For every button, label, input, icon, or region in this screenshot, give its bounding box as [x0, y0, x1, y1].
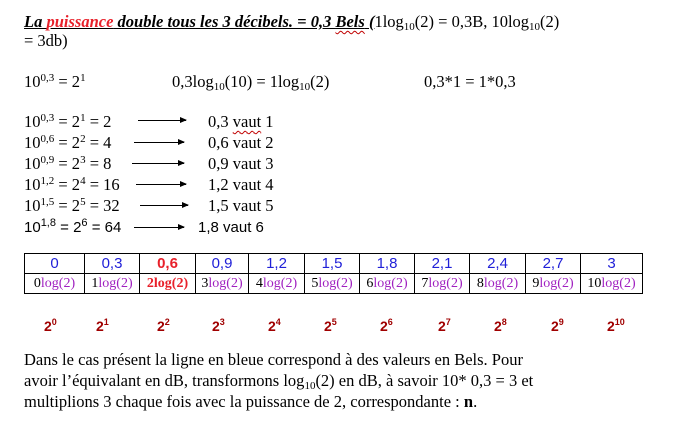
power-label	[96, 318, 109, 334]
equation-1	[24, 72, 86, 92]
power-label	[438, 318, 451, 334]
eq2-b: (10) = 1log	[224, 72, 300, 91]
row4-tail: = 16	[85, 175, 120, 194]
eq1-exp: 0,3	[40, 72, 55, 84]
power-label	[157, 318, 170, 334]
row2-mid: = 2	[54, 133, 81, 152]
arrow-icon	[132, 163, 184, 164]
bels-cell: 0,3	[85, 254, 140, 274]
row4-exp2: 4	[80, 175, 86, 187]
arrow-icon	[140, 205, 188, 206]
log-cell	[470, 274, 526, 294]
bels-cell: 1,8	[360, 254, 415, 274]
bels-cell-highlight: 0,6	[140, 254, 196, 274]
bels-cell: 1,5	[305, 254, 360, 274]
heading-sub-2: 10	[529, 21, 541, 33]
power-row-1-label	[208, 112, 274, 132]
row1-base: 10	[24, 112, 41, 131]
eq1-mid: = 2	[54, 72, 81, 91]
row3-mid: = 2	[54, 154, 81, 173]
log-l: log(2)	[428, 275, 463, 291]
log-cell-highlight	[140, 274, 196, 294]
log-n: 3	[201, 275, 209, 291]
heading-word-puissance: puissance	[46, 12, 114, 31]
row2-tail: = 4	[85, 133, 112, 152]
row5-tail: = 32	[85, 196, 120, 215]
para2-b: (2) en dB, à savoir 10* 0,3 = 3 et	[315, 371, 534, 390]
heading-text-7: (2) = 0,3B, 10log	[414, 12, 530, 31]
bels-cell: 2,1	[415, 254, 470, 274]
pow-base: 2	[494, 318, 502, 334]
eq2-sub2: 10	[299, 81, 311, 93]
row6-tail: = 64	[87, 219, 122, 236]
row1-exp2: 1	[80, 112, 86, 124]
row1-label-end: 1	[261, 112, 274, 131]
equation-3: 0,3*1 = 1*0,3	[424, 72, 516, 91]
log-cell	[305, 274, 360, 294]
heading-text-5: (	[364, 12, 375, 31]
bels-row	[25, 254, 643, 274]
pow-base: 2	[438, 318, 446, 334]
log-cell	[249, 274, 305, 294]
heading-sub-1: 10	[403, 21, 415, 33]
log-n: 9	[532, 275, 540, 291]
log-n: 1	[91, 275, 99, 291]
row3-base: 10	[24, 154, 41, 173]
power-label	[494, 318, 507, 334]
log-cell	[581, 274, 643, 294]
para3-a: multiplions 3 chaque fois avec la puissance de 2, correspondante :	[24, 392, 464, 411]
row6-exp: 1,8	[40, 217, 56, 229]
log-l: log(2)	[208, 275, 243, 291]
row2-base: 10	[24, 133, 41, 152]
power-row-3	[24, 154, 111, 174]
row3-tail: = 8	[85, 154, 112, 173]
log-l: log(2)	[98, 275, 133, 291]
arrow-icon	[134, 227, 184, 228]
power-row-3-label: 0,9 vaut 3	[208, 154, 274, 173]
pow-base: 2	[551, 318, 559, 334]
row5-base: 10	[24, 196, 41, 215]
heading-text-3: double tous les 3 décibels. = 0,3	[113, 12, 336, 31]
log-l: log(2)	[483, 275, 519, 291]
row5-exp: 1,5	[40, 196, 55, 208]
heading-text-1: La	[24, 12, 47, 31]
log-l: log(2)	[153, 275, 189, 291]
eq1-exp2: 1	[80, 72, 86, 84]
power-label	[551, 318, 564, 334]
power-row-4-label: 1,2 vaut 4	[208, 175, 274, 194]
eq1-base: 10	[24, 72, 41, 91]
para2-a: avoir l’équivalant en dB, transformons log	[24, 371, 305, 390]
arrow-icon	[136, 184, 186, 185]
power-row-5	[24, 196, 120, 216]
row1-mid: = 2	[54, 112, 81, 131]
log-n: 6	[366, 275, 374, 291]
power-label	[268, 318, 281, 334]
log-cell	[196, 274, 249, 294]
pow-exp: 0	[51, 317, 57, 327]
power-row-6-label: 1,8 vaut 6	[198, 219, 264, 236]
row5-exp2: 5	[80, 196, 86, 208]
eq2-a: 0,3log	[172, 72, 214, 91]
log-n: 5	[311, 275, 319, 291]
power-row-2-label: 0,6 vaut 2	[208, 133, 274, 152]
power-row-4	[24, 175, 120, 195]
row4-exp: 1,2	[40, 175, 55, 187]
pow-exp: 10	[614, 317, 625, 327]
pow-base: 2	[607, 318, 615, 334]
row1-label-num: 0,3	[208, 112, 229, 131]
heading-text-6: 1log	[374, 12, 404, 31]
equation-2	[172, 72, 329, 92]
bels-log-table	[24, 253, 643, 294]
log-n: 4	[255, 275, 263, 291]
power-row-1	[24, 112, 111, 132]
eq2-sub1: 10	[213, 81, 225, 93]
heading-line-1	[24, 12, 559, 32]
para3-n: n	[463, 392, 474, 411]
pow-exp: 7	[445, 317, 451, 327]
pow-exp: 9	[558, 317, 564, 327]
log-n: 7	[421, 275, 429, 291]
log-n: 10	[587, 275, 602, 291]
para3-c: .	[473, 392, 478, 411]
power-label	[380, 318, 393, 334]
bels-cell: 2,7	[526, 254, 581, 274]
power-label	[607, 318, 625, 334]
log-l: log(2)	[262, 275, 298, 291]
row4-mid: = 2	[54, 175, 81, 194]
pow-base: 2	[96, 318, 104, 334]
log-cell	[360, 274, 415, 294]
pow-base: 2	[157, 318, 165, 334]
bels-cell: 2,4	[470, 254, 526, 274]
bels-cell: 1,2	[249, 254, 305, 274]
power-row-5-label: 1,5 vaut 5	[208, 196, 274, 215]
bels-cell: 0,9	[196, 254, 249, 274]
pow-exp: 8	[501, 317, 507, 327]
log-cell	[25, 274, 85, 294]
log-l: log(2)	[373, 275, 408, 291]
log-n: 8	[476, 275, 484, 291]
bels-cell: 3	[581, 254, 643, 274]
log-n: 2	[146, 275, 154, 291]
log-n: 0	[33, 275, 41, 291]
pow-exp: 1	[103, 317, 109, 327]
log-cell	[526, 274, 581, 294]
power-row-6	[24, 218, 121, 238]
heading-line-2: = 3db)	[24, 31, 68, 50]
pow-exp: 4	[275, 317, 281, 327]
heading-text-8: (2)	[540, 12, 560, 31]
paragraph-line-1: Dans le cas présent la ligne en bleue correspond à des valeurs en Bels. Pour	[24, 350, 523, 369]
pow-base: 2	[268, 318, 276, 334]
power-label	[212, 318, 225, 334]
log-row	[25, 274, 643, 294]
power-label	[44, 318, 57, 334]
pow-base: 2	[324, 318, 332, 334]
log-l: log(2)	[539, 275, 574, 291]
row4-base: 10	[24, 175, 41, 194]
log-l: log(2)	[40, 275, 76, 291]
row6-base: 10	[24, 219, 41, 236]
log-cell	[415, 274, 470, 294]
pow-base: 2	[380, 318, 388, 334]
row3-exp: 0,9	[40, 154, 55, 166]
paragraph-line-3	[24, 392, 477, 412]
arrow-icon	[138, 120, 186, 121]
row2-exp2: 2	[80, 133, 86, 145]
row1-tail: = 2	[85, 112, 112, 131]
pow-base: 2	[44, 318, 52, 334]
power-label	[324, 318, 337, 334]
pow-base: 2	[212, 318, 220, 334]
eq2-c: (2)	[310, 72, 330, 91]
log-cell	[85, 274, 140, 294]
paragraph-line-2	[24, 371, 533, 391]
bels-cell: 0	[25, 254, 85, 274]
row5-mid: = 2	[54, 196, 81, 215]
row1-label-word: vaut	[232, 112, 262, 131]
row1-exp: 0,3	[40, 112, 55, 124]
power-row-2	[24, 133, 111, 153]
para2-sub: 10	[304, 380, 316, 392]
arrow-icon	[134, 142, 184, 143]
row6-mid: = 2	[55, 219, 82, 236]
log-l: log(2)	[601, 275, 636, 291]
pow-exp: 5	[331, 317, 337, 327]
row3-exp2: 3	[80, 154, 86, 166]
heading-title	[24, 12, 374, 31]
row2-exp: 0,6	[40, 133, 55, 145]
heading-word-bels: Bels	[335, 12, 365, 31]
log-l: log(2)	[318, 275, 353, 291]
pow-exp: 3	[219, 317, 225, 327]
row6-exp2: 6	[81, 217, 88, 229]
pow-exp: 6	[387, 317, 393, 327]
pow-exp: 2	[164, 317, 170, 327]
